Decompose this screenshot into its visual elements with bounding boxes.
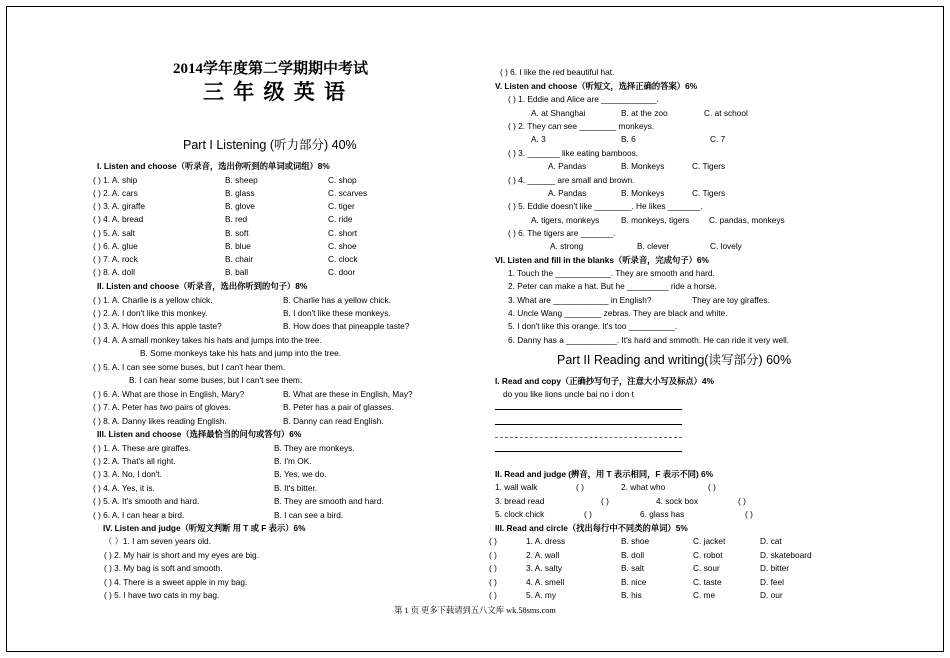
question: ( ) 1. Eddie and Alice are ____________. [508,94,659,104]
list-item: ( ) 5. I have two cats in my bag. [104,590,220,600]
read-copy-title: I. Read and copy（正确抄写句子，注意大小写及标点）4% [495,376,714,386]
list-item: 2. what who [621,482,666,492]
list-item: ( ) 4. A. bread [93,214,144,224]
question: ( ) 3. _______ like eating bamboos. [508,148,639,158]
list-item: B. soft [225,228,249,238]
option: D. cat [760,536,782,546]
option: A. tigers, monkeys [531,215,600,225]
section2-title: II. Listen and choose（听录音，选出你听到的句子）8% [97,281,308,291]
subject-title: 三 年 级 英 语 [203,80,347,104]
option: C. 7 [710,134,726,144]
list-item: B. glove [225,201,255,211]
list-item: B. I can see a bird. [274,510,344,520]
list-item: ( ) 4. There is a sweet apple in my bag. [104,577,248,587]
option: C. Tigers [692,161,726,171]
list-item: C. ride [328,214,353,224]
section6-title: VI. Listen and fill in the blanks（听录音，完成句子）6% [495,255,709,265]
list-item: 1. Touch the ____________. They are smooth and hard. [508,268,715,278]
list-item: C. short [328,228,358,238]
answer-blank: ( ) [584,509,592,519]
list-item: B. I can hear some buses, but I can't see them. [129,375,303,385]
list-item: B. They are monkeys. [274,443,355,453]
option: C. sour [693,563,720,573]
part2-heading: Part II Reading and writing(读写部分) 60% [557,353,792,367]
list-item: C. shop [328,175,357,185]
option: A. Pandas [548,161,587,171]
question: ( ) 4. ______ are small and brown. [508,175,635,185]
option: A. strong [550,241,584,251]
option: B. Monkeys [621,161,665,171]
option: C. at school [704,108,748,118]
list-item: 3. bread read [495,496,545,506]
writing-line [495,424,682,425]
answer-blank: ( ) [576,482,584,492]
answer-blank: ( ) [489,536,497,546]
list-item: ( ) 2. My hair is short and my eyes are big. [104,550,259,560]
option: B. shoe [621,536,650,546]
option: C. pandas, monkeys [709,215,785,225]
list-item: ( ) 1. A. These are giraffes. [93,443,191,453]
answer-blank: ( ) [745,509,753,519]
section1-title: I. Listen and choose（听录音，选出你听到的单词或词组）8% [97,161,330,171]
option: B. at the zoo [621,108,668,118]
part1-heading: Part I Listening (听力部分) 40% [183,138,357,152]
writing-line [495,437,682,438]
list-item: C. tiger [328,201,355,211]
option: B. monkeys, tigers [621,215,690,225]
list-item: ( ) 8. A. doll [93,267,135,277]
option: B. doll [621,550,645,560]
question: ( ) 5. Eddie doesn't like ________. He likes _______. [508,201,703,211]
list-item: 6. Danny has a ___________. It's hard and smmoth. He can ride it very well. [508,335,790,345]
answer-blank: ( ) [708,482,716,492]
list-item: ( ) 4. A. A small monkey takes his hats and jumps into the tree. [93,335,322,345]
list-item: 3. What are ____________ in English? [508,295,652,305]
list-item: ( ) 3. A. How does this apple taste? [93,321,222,331]
option: C. taste [693,577,722,587]
option: 5. A. my [526,590,556,600]
list-item: ( ) 3. A. No, I don't. [93,469,162,479]
question: ( ) 2. They can see ________ monkeys. [508,121,655,131]
option: 3. A. salty [526,563,562,573]
list-item: C. shoe [328,241,357,251]
list-item: ( ) 7. A. rock [93,254,138,264]
list-item: B. chair [225,254,254,264]
option: A. at Shanghai [531,108,586,118]
list-item: ( ) 6. A. glue [93,241,138,251]
list-item: B. I'm OK. [274,456,312,466]
writing-line [495,409,682,410]
list-item: B. red [225,214,248,224]
option: C. robot [693,550,723,560]
list-item: ( ) 2. A. I don't like this monkey. [93,308,208,318]
section4-title: IV. Listen and judge（听短文判断 用 T 或 F 表示）6% [103,523,306,533]
section3-title: III. Listen and choose（选择最恰当的问句或答句）6% [97,429,302,439]
option: B. his [621,590,642,600]
option: D. bitter [760,563,790,573]
list-item: ( ) 7. A. Peter has two pairs of gloves. [93,402,231,412]
option: A. Pandas [548,188,587,198]
option: 2. A. wall [526,550,560,560]
list-item: B. It's bitter. [274,483,318,493]
option: A. 3 [531,134,546,144]
list-item: B. ball [225,267,249,277]
copy-words: do you like lions uncle bai no i don t [503,389,634,399]
list-item: They are toy giraffes. [692,295,770,305]
list-item: B. Danny can read English. [283,416,384,426]
option: C. me [693,590,716,600]
list-item: B. Peter has a pair of glasses. [283,402,394,412]
list-item: ( ) 5. A. salt [93,228,135,238]
list-item: B. Some monkeys take his hats and jump into the tree. [140,348,342,358]
option: B. clever [637,241,670,251]
list-item: B. What are these in English, May? [283,389,413,399]
option: B. salt [621,563,645,573]
read-circle-title: III. Read and circle（找出每行中不同类的单词）5% [495,523,688,533]
option: 4. A. smell [526,577,565,587]
list-item: ( ) 5. A. I can see some buses, but I can't hear them. [93,362,286,372]
option: B. 6 [621,134,636,144]
list-item: ( ) 3. My bag is soft and smooth. [104,563,223,573]
list-item: 2. Peter can make a hat. But he _________ ride a horse. [508,281,717,291]
option: 1. A. dress [526,536,566,546]
option: C. jacket [693,536,726,546]
answer-blank: ( ) [738,496,746,506]
answer-blank: ( ) [489,550,497,560]
list-item: ( ) 8. A. Danny likes reading English. [93,416,227,426]
list-item: ( ) 6. A. What are those in English, Mary? [93,389,245,399]
question: ( ) 6. The tigers are _______. [508,228,616,238]
answer-blank: ( ) [489,563,497,573]
list-item: B. blue [225,241,251,251]
list-item: ( ) 6. A. I can hear a bird. [93,510,185,520]
option: D. skateboard [760,550,812,560]
list-item: B. Yes, we do. [274,469,327,479]
section4-item-6: ( ) 6. I like the red beautiful hat. [500,67,615,77]
list-item: C. scarves [328,188,368,198]
list-item: ( ) 1. A. Charlie is a yellow chick. [93,295,213,305]
list-item: B. glass [225,188,255,198]
list-item: 4. sock box [656,496,698,506]
list-item: ( ) 4. A. Yes, it is. [93,483,155,493]
list-item: 5. clock chick [495,509,545,519]
list-item: ( ) 3. A. giraffe [93,201,145,211]
list-item: （ ）1. I am seven years old. [104,536,211,546]
option: D. feel [760,577,784,587]
list-item: 1. wall walk [495,482,538,492]
list-item: ( ) 5. A. It's smooth and hard. [93,496,200,506]
answer-blank: ( ) [489,590,497,600]
answer-blank: ( ) [489,577,497,587]
list-item: ( ) 2. A. That's all right. [93,456,176,466]
list-item: B. Charlie has a yellow chick. [283,295,391,305]
section5-title: V. Listen and choose（听短文，选择正确的答案）6% [495,81,698,91]
list-item: B. I don't like these monkeys. [283,308,391,318]
page-footer: 第 1 页 更多下载请到五八文库 wk.58sms.com [394,606,556,615]
option: C. lovely [710,241,742,251]
list-item: ( ) 1. A. ship [93,175,138,185]
list-item: 4. Uncle Wang ________ zebras. They are black and white. [508,308,728,318]
list-item: B. sheep [225,175,258,185]
option: B. nice [621,577,647,587]
list-item: 5. I don't like this orange. It's too __________. [508,321,678,331]
list-item: B. How does that pineapple taste? [283,321,410,331]
exam-title: 2014学年度第二学期期中考试 [173,61,369,77]
option: B. Monkeys [621,188,665,198]
read-judge-title: II. Read and judge (辨音，用 T 表示相同，F 表示不同) 6% [495,469,714,479]
answer-blank: ( ) [601,496,609,506]
writing-line [495,451,682,452]
list-item: C. clock [328,254,358,264]
option: C. Tigers [692,188,726,198]
list-item: 6. glass has [640,509,685,519]
option: D. our [760,590,783,600]
list-item: C. door [328,267,356,277]
list-item: B. They are smooth and hard. [274,496,384,506]
list-item: ( ) 2. A. cars [93,188,138,198]
